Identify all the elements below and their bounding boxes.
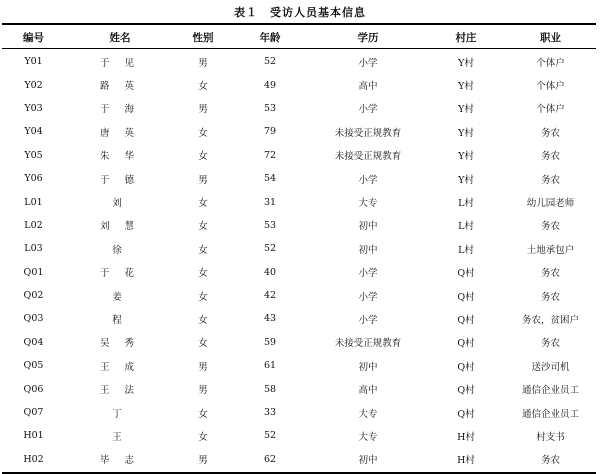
cell-education: 未接受正规教育 xyxy=(334,338,402,350)
cell-occupation: 务农 xyxy=(540,291,560,303)
cell-gender: 女 xyxy=(198,408,208,420)
table-row xyxy=(2,73,596,96)
cell-name: 于 德 xyxy=(99,174,141,186)
cell-gender: 女 xyxy=(198,338,208,350)
cell-education: 小学 xyxy=(358,104,378,116)
cell-occupation: 务农 xyxy=(540,174,560,186)
cell-id: H02 xyxy=(23,453,44,465)
cell-gender: 男 xyxy=(198,174,208,186)
cell-education: 小学 xyxy=(358,268,378,280)
cell-gender: 女 xyxy=(198,314,208,326)
cell-id: Y06 xyxy=(24,173,43,185)
cell-id: Y01 xyxy=(24,56,43,68)
cell-age: 49 xyxy=(263,79,277,91)
cell-occupation: 土地承包户 xyxy=(526,244,575,256)
table-row xyxy=(2,284,596,307)
cell-village: Q村 xyxy=(457,361,475,373)
cell-age: 59 xyxy=(263,336,277,348)
cell-village: Q村 xyxy=(457,385,475,397)
cell-id: H01 xyxy=(23,430,44,442)
cell-village: Q村 xyxy=(457,268,475,280)
cell-occupation: 个体户 xyxy=(536,81,565,93)
cell-education: 小学 xyxy=(358,57,378,69)
cell-age: 40 xyxy=(263,266,277,278)
cell-age: 52 xyxy=(263,243,277,255)
table-row xyxy=(2,167,596,190)
cell-id: L02 xyxy=(24,219,43,231)
cell-education: 小学 xyxy=(358,291,378,303)
cell-village: Q村 xyxy=(457,291,475,303)
cell-id: Q05 xyxy=(23,360,44,372)
cell-name: 刘 xyxy=(112,198,128,210)
cell-gender: 女 xyxy=(198,127,208,139)
cell-gender: 男 xyxy=(198,361,208,373)
cell-id: L03 xyxy=(24,243,43,255)
header-village: 村庄 xyxy=(455,31,477,44)
cell-occupation: 务农 xyxy=(540,455,560,467)
cell-age: 31 xyxy=(263,196,277,208)
cell-age: 62 xyxy=(263,453,277,465)
cell-occupation: 个体户 xyxy=(536,104,565,116)
cell-age: 54 xyxy=(263,173,277,185)
cell-village: L村 xyxy=(458,244,474,256)
cell-age: 52 xyxy=(263,430,277,442)
cell-name: 姜 xyxy=(112,291,128,303)
cell-occupation: 幼儿园老师 xyxy=(526,198,575,210)
table-row xyxy=(2,401,596,424)
cell-gender: 女 xyxy=(198,81,208,93)
cell-id: Y03 xyxy=(24,102,43,114)
cell-age: 53 xyxy=(263,219,277,231)
cell-gender: 男 xyxy=(198,104,208,116)
cell-occupation: 送沙司机 xyxy=(531,361,570,373)
cell-name: 吴 秀 xyxy=(99,338,141,350)
cell-village: Y村 xyxy=(458,81,474,93)
cell-age: 61 xyxy=(263,360,277,372)
cell-name: 于 见 xyxy=(99,57,141,69)
header-id: 编号 xyxy=(23,31,44,44)
cell-village: Y村 xyxy=(458,104,474,116)
cell-occupation: 通信企业员工 xyxy=(521,385,579,397)
cell-village: Q村 xyxy=(457,314,475,326)
table-row xyxy=(2,331,596,354)
cell-age: 43 xyxy=(263,313,277,325)
cell-education: 初中 xyxy=(358,361,378,373)
table-row xyxy=(2,97,596,120)
cell-age: 42 xyxy=(263,290,277,302)
cell-id: Y04 xyxy=(24,126,43,138)
cell-id: Q03 xyxy=(23,313,44,325)
table-row xyxy=(2,424,596,447)
cell-gender: 女 xyxy=(198,221,208,233)
cell-village: L村 xyxy=(458,198,474,210)
cell-gender: 男 xyxy=(198,455,208,467)
table-row xyxy=(2,237,596,260)
cell-village: L村 xyxy=(458,221,474,233)
cell-id: Y05 xyxy=(24,149,43,161)
cell-name: 丁 xyxy=(112,408,128,420)
cell-education: 未接受正规教育 xyxy=(334,151,402,163)
header-row xyxy=(2,26,596,48)
top-rule xyxy=(2,23,596,25)
cell-age: 33 xyxy=(263,407,277,419)
cell-name: 王 xyxy=(112,431,128,443)
cell-id: Q01 xyxy=(23,266,44,278)
cell-occupation: 务农 xyxy=(540,127,560,139)
cell-education: 小学 xyxy=(358,314,378,326)
table-row xyxy=(2,48,596,73)
cell-name: 程 xyxy=(112,314,128,326)
interviewee-table xyxy=(2,26,596,471)
header-age: 年龄 xyxy=(259,31,281,44)
cell-village: Y村 xyxy=(458,127,474,139)
cell-gender: 男 xyxy=(198,57,208,69)
cell-id: Q07 xyxy=(23,407,44,419)
table-row xyxy=(2,120,596,143)
cell-gender: 女 xyxy=(198,268,208,280)
cell-id: Q06 xyxy=(23,383,44,395)
cell-name: 路 英 xyxy=(99,81,141,93)
cell-id: Q02 xyxy=(23,290,44,302)
cell-village: Q村 xyxy=(457,408,475,420)
header-gender: 性别 xyxy=(192,31,214,44)
cell-age: 53 xyxy=(263,102,277,114)
cell-gender: 女 xyxy=(198,291,208,303)
table-caption: 表１ 受访人员基本信息 xyxy=(234,6,366,19)
cell-education: 初中 xyxy=(358,455,378,467)
cell-id: Q04 xyxy=(23,336,44,348)
cell-gender: 女 xyxy=(198,431,208,443)
header-occupation: 职业 xyxy=(540,31,561,44)
cell-occupation: 务农 xyxy=(540,338,560,350)
cell-education: 初中 xyxy=(358,221,378,233)
cell-education: 小学 xyxy=(358,174,378,186)
cell-name: 朱 华 xyxy=(99,151,141,163)
cell-occupation: 个体户 xyxy=(536,57,565,69)
cell-occupation: 务农 xyxy=(540,151,560,163)
cell-village: Q村 xyxy=(457,338,475,350)
cell-village: Y村 xyxy=(458,57,474,69)
cell-education: 未接受正规教育 xyxy=(334,127,402,139)
cell-gender: 女 xyxy=(198,198,208,210)
cell-age: 58 xyxy=(263,383,277,395)
cell-village: Y村 xyxy=(458,151,474,163)
cell-age: 52 xyxy=(263,56,277,68)
cell-education: 初中 xyxy=(358,244,378,256)
cell-name: 于 海 xyxy=(99,104,141,116)
table-row xyxy=(2,448,596,471)
cell-education: 高中 xyxy=(358,385,378,397)
cell-occupation: 村支书 xyxy=(536,431,565,443)
cell-gender: 女 xyxy=(198,151,208,163)
table-row xyxy=(2,144,596,167)
cell-id: Y02 xyxy=(24,79,43,91)
cell-age: 79 xyxy=(263,126,277,138)
cell-gender: 男 xyxy=(198,385,208,397)
cell-name: 刘 慧 xyxy=(99,221,141,233)
cell-education: 大专 xyxy=(358,408,378,420)
cell-education: 大专 xyxy=(358,198,378,210)
cell-occupation: 通信企业员工 xyxy=(521,408,579,420)
header-name: 姓名 xyxy=(109,31,131,44)
table-row xyxy=(2,190,596,213)
cell-gender: 女 xyxy=(198,244,208,256)
cell-id: L01 xyxy=(24,196,43,208)
cell-occupation: 务农 xyxy=(540,268,560,280)
cell-occupation: 务农，贫困户 xyxy=(521,314,579,326)
cell-name: 王 成 xyxy=(99,361,141,373)
cell-name: 毕 志 xyxy=(99,455,141,467)
cell-village: H村 xyxy=(457,455,475,467)
table-row xyxy=(2,377,596,400)
cell-occupation: 务农 xyxy=(540,221,560,233)
cell-village: H村 xyxy=(457,431,475,443)
cell-education: 大专 xyxy=(358,431,378,443)
table-row xyxy=(2,214,596,237)
cell-education: 高中 xyxy=(358,81,378,93)
table-row xyxy=(2,261,596,284)
table-row xyxy=(2,307,596,330)
cell-age: 72 xyxy=(263,149,277,161)
cell-village: Y村 xyxy=(458,174,474,186)
header-education: 学历 xyxy=(357,31,379,44)
cell-name: 王 法 xyxy=(99,385,141,397)
cell-name: 于 花 xyxy=(99,268,141,280)
cell-name: 唐 英 xyxy=(99,127,141,139)
table-row xyxy=(2,354,596,377)
cell-name: 徐 xyxy=(112,244,128,256)
